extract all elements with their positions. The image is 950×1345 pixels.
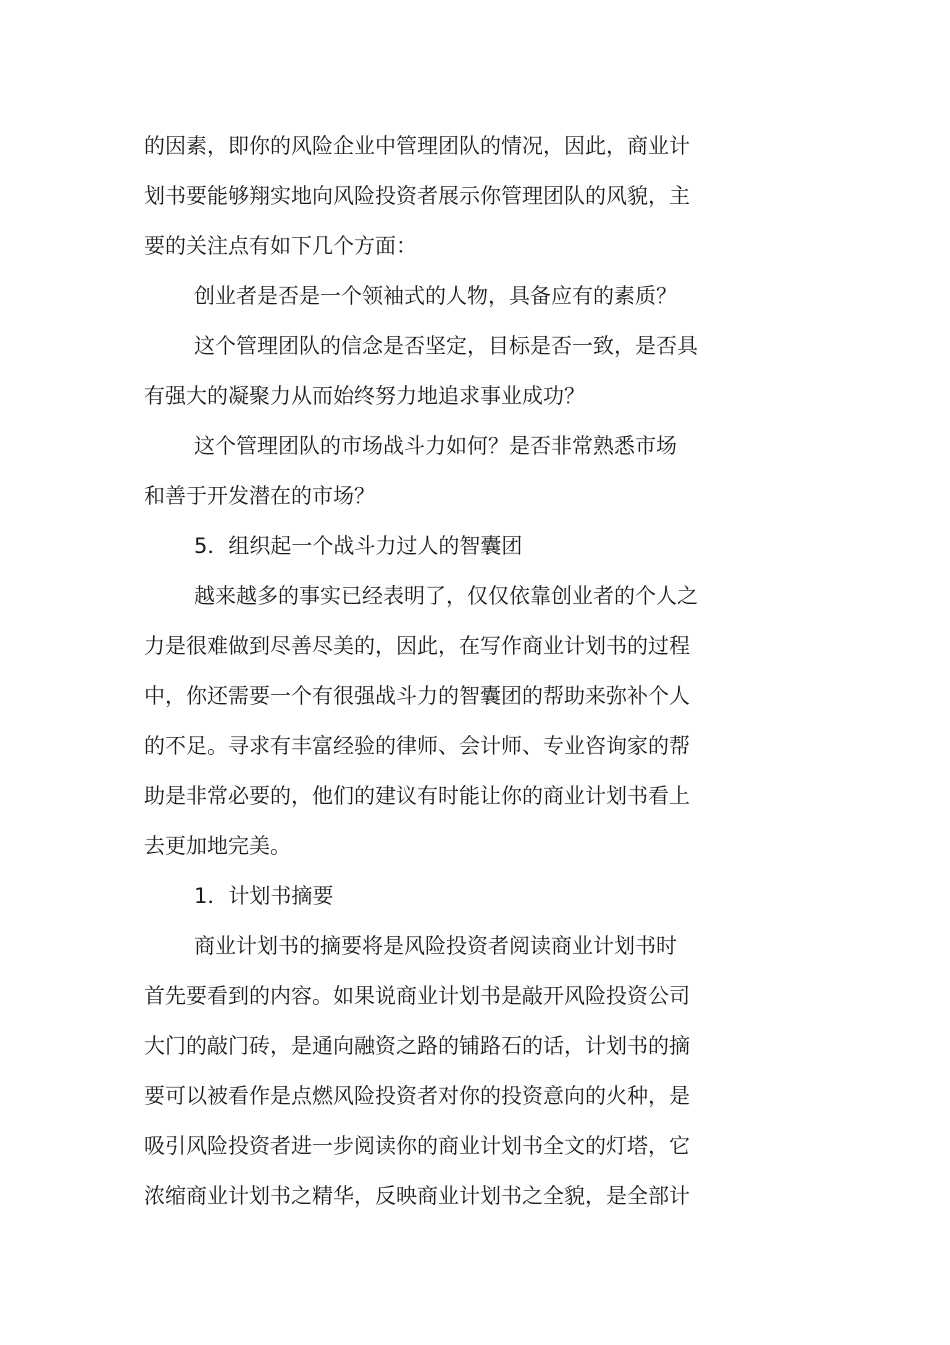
text-line: 要的关注点有如下几个方面： bbox=[144, 234, 417, 258]
text-line: 浓缩商业计划书之精华，反映商业计划书之全貌，是全部计 bbox=[144, 1184, 690, 1208]
section-heading: 1．计划书摘要 bbox=[194, 884, 334, 908]
text-line: 助是非常必要的，他们的建议有时能让你的商业计划书看上 bbox=[144, 784, 690, 808]
text-line: 这个管理团队的信念是否坚定，目标是否一致，是否具 bbox=[194, 334, 698, 358]
section-heading: 5．组织起一个战斗力过人的智囊团 bbox=[194, 534, 523, 558]
text-line: 力是很难做到尽善尽美的，因此，在写作商业计划书的过程 bbox=[144, 634, 690, 658]
text-line: 要可以被看作是点燃风险投资者对你的投资意向的火种，是 bbox=[144, 1084, 690, 1108]
text-line: 这个管理团队的市场战斗力如何？是否非常熟悉市场 bbox=[194, 434, 677, 458]
text-line: 有强大的凝聚力从而始终努力地追求事业成功？ bbox=[144, 384, 585, 408]
text-line: 越来越多的事实已经表明了，仅仅依靠创业者的个人之 bbox=[194, 584, 698, 608]
text-line: 和善于开发潜在的市场？ bbox=[144, 484, 375, 508]
text-line: 商业计划书的摘要将是风险投资者阅读商业计划书时 bbox=[194, 934, 677, 958]
text-line: 的不足。寻求有丰富经验的律师、会计师、专业咨询家的帮 bbox=[144, 734, 690, 758]
body-text bbox=[144, 121, 744, 1221]
text-line: 中，你还需要一个有很强战斗力的智囊团的帮助来弥补个人 bbox=[144, 684, 690, 708]
text-line: 吸引风险投资者进一步阅读你的商业计划书全文的灯塔，它 bbox=[144, 1134, 690, 1158]
text-line: 划书要能够翔实地向风险投资者展示你管理团队的风貌，主 bbox=[144, 184, 690, 208]
text-line: 去更加地完美。 bbox=[144, 834, 291, 858]
text-line: 首先要看到的内容。如果说商业计划书是敲开风险投资公司 bbox=[144, 984, 690, 1008]
text-line: 大门的敲门砖，是通向融资之路的铺路石的话，计划书的摘 bbox=[144, 1034, 690, 1058]
text-line: 的因素，即你的风险企业中管理团队的情况，因此，商业计 bbox=[144, 134, 690, 158]
text-line: 创业者是否是一个领袖式的人物，具备应有的素质？ bbox=[194, 284, 677, 308]
